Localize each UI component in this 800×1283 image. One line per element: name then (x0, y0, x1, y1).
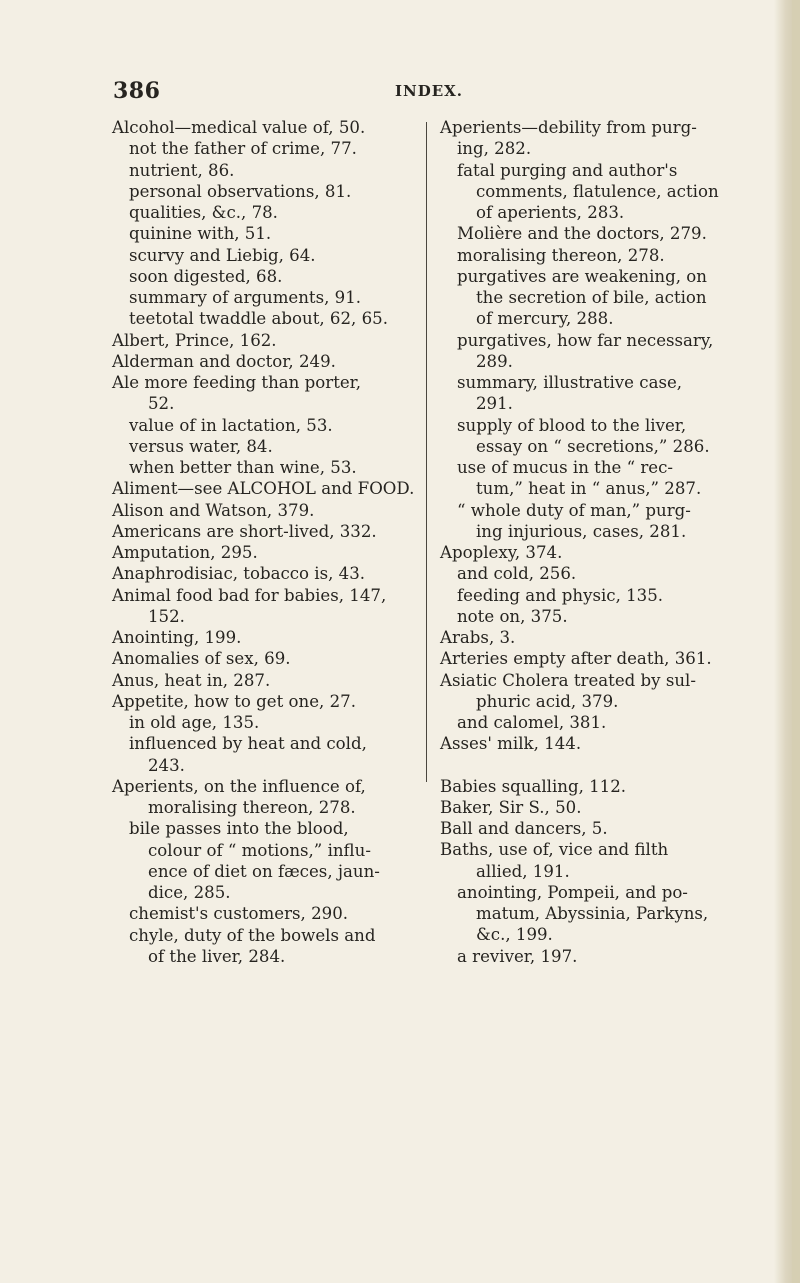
index-subentry: 52. (148, 394, 175, 414)
index-entry: Ball and dancers, 5. (440, 819, 608, 838)
index-subentry: not the father of crime, 77. (129, 139, 357, 159)
index-subentry: summary of arguments, 91. (129, 288, 362, 307)
index-subentry: feeding and physic, 135. (457, 585, 664, 605)
index-subentry: influenced by heat and cold, (129, 734, 367, 754)
index-subentry: ing injurious, cases, 281. (476, 521, 687, 541)
index-entry: Anointing, 199. (112, 628, 242, 647)
index-subentry: chemist's customers, 290. (129, 904, 349, 924)
index-subentry: the secretion of bile, action (476, 288, 707, 307)
index-subentry: chyle, duty of the bowels and (129, 925, 376, 945)
index-subentry: note on, 375. (457, 606, 568, 626)
index-subentry: ing, 282. (457, 139, 532, 159)
index-entry: Anomalies of sex, 69. (112, 649, 291, 669)
index-subentry: quinine with, 51. (129, 224, 272, 244)
index-subentry: phuric acid, 379. (476, 691, 619, 711)
index-entry: Anaphrodisiac, tobacco is, 43. (112, 564, 366, 584)
index-entry: Baths, use of, vice and filth (440, 840, 669, 860)
index-subentry: nutrient, 86. (129, 160, 235, 180)
index-subentry: qualities, &c., 78. (129, 203, 278, 222)
page-header (0, 78, 800, 110)
index-subentry: purgatives, how far necessary, (457, 330, 714, 350)
index-entry: Aliment—see ALCOHOL and FOOD. (112, 479, 415, 499)
index-subentry: essay on “ secretions,” 286. (476, 436, 710, 456)
index-subentry: fatal purging and author's (457, 160, 678, 180)
index-entry: Asses' milk, 144. (440, 734, 582, 754)
index-subentry: of aperients, 283. (476, 203, 625, 222)
column-divider (426, 122, 427, 782)
index-entry: Animal food bad for babies, 147, (112, 585, 387, 605)
index-entry: Ale more feeding than porter, (112, 373, 362, 392)
index-subentry: and calomel, 381. (457, 713, 607, 732)
index-subentry: use of mucus in the “ rec- (457, 458, 674, 477)
index-entry: Albert, Prince, 162. (112, 330, 277, 350)
index-entry: Aperients—debility from purg- (440, 118, 697, 137)
index-entry: Arabs, 3. (440, 628, 516, 647)
index-subentry: and cold, 256. (457, 564, 577, 584)
index-subentry: bile passes into the blood, (129, 819, 349, 839)
index-entry: Alcohol—medical value of, 50. (112, 118, 366, 137)
index-entry: Baker, Sir S., 50. (440, 797, 582, 817)
index-entry: Apoplexy, 374. (440, 543, 563, 562)
index-entry: Amputation, 295. (112, 543, 258, 562)
index-subentry: matum, Abyssinia, Parkyns, (476, 904, 709, 923)
index-subentry: when better than wine, 53. (129, 458, 357, 477)
index-subentry: of mercury, 288. (476, 309, 614, 329)
index-subentry: “ whole duty of man,” purg- (457, 500, 691, 520)
index-subentry: 289. (476, 351, 513, 371)
index-subentry: a reviver, 197. (457, 946, 578, 966)
index-entry: Arteries empty after death, 361. (440, 649, 712, 669)
index-subentry: value of in lactation, 53. (129, 415, 333, 435)
index-column-left (112, 117, 415, 967)
index-subentry: 243. (148, 755, 185, 775)
index-subentry: Molière and the doctors, 279. (457, 224, 707, 244)
index-subentry: comments, flatulence, action (476, 181, 719, 201)
index-subentry: 152. (148, 606, 185, 626)
index-subentry: in old age, 135. (129, 713, 260, 732)
index-subentry: soon digested, 68. (129, 266, 283, 286)
index-subentry: scurvy and Liebig, 64. (129, 245, 316, 265)
entry-gap (440, 755, 770, 776)
index-subentry: of the liver, 284. (148, 946, 286, 966)
index-subentry: ence of diet on fæces, jaun- (148, 861, 380, 881)
running-title: INDEX. (395, 82, 464, 100)
index-entry: Alderman and doctor, 249. (112, 351, 336, 371)
page-edge-shade (792, 0, 800, 1283)
index-subentry: moralising thereon, 278. (148, 798, 356, 817)
index-subentry: &c., 199. (476, 925, 553, 945)
index-subentry: tum,” heat in “ anus,” 287. (476, 479, 702, 499)
index-column-right (440, 117, 770, 967)
index-entry: Alison and Watson, 379. (112, 500, 315, 520)
page-number: 386 (113, 78, 161, 104)
index-subentry: colour of “ motions,” influ- (148, 840, 371, 860)
index-entry: Babies squalling, 112. (440, 776, 627, 796)
index-subentry: purgatives are weakening, on (457, 266, 707, 286)
index-subentry: dice, 285. (148, 883, 231, 902)
index-subentry: moralising thereon, 278. (457, 245, 665, 265)
index-subentry: allied, 191. (476, 861, 570, 881)
index-entry: Americans are short-lived, 332. (112, 521, 377, 541)
index-subentry: personal observations, 81. (129, 181, 352, 201)
index-subentry: summary, illustrative case, (457, 373, 683, 392)
index-entry: Aperients, on the influence of, (112, 776, 366, 796)
index-entry: Asiatic Cholera treated by sul- (440, 670, 696, 690)
index-subentry: teetotal twaddle about, 62, 65. (129, 309, 388, 329)
index-entry: Anus, heat in, 287. (112, 670, 271, 690)
index-subentry: 291. (476, 394, 513, 414)
index-subentry: versus water, 84. (129, 436, 273, 456)
index-subentry: supply of blood to the liver, (457, 415, 687, 435)
index-subentry: anointing, Pompeii, and po- (457, 882, 688, 902)
index-entry: Appetite, how to get one, 27. (112, 691, 356, 711)
